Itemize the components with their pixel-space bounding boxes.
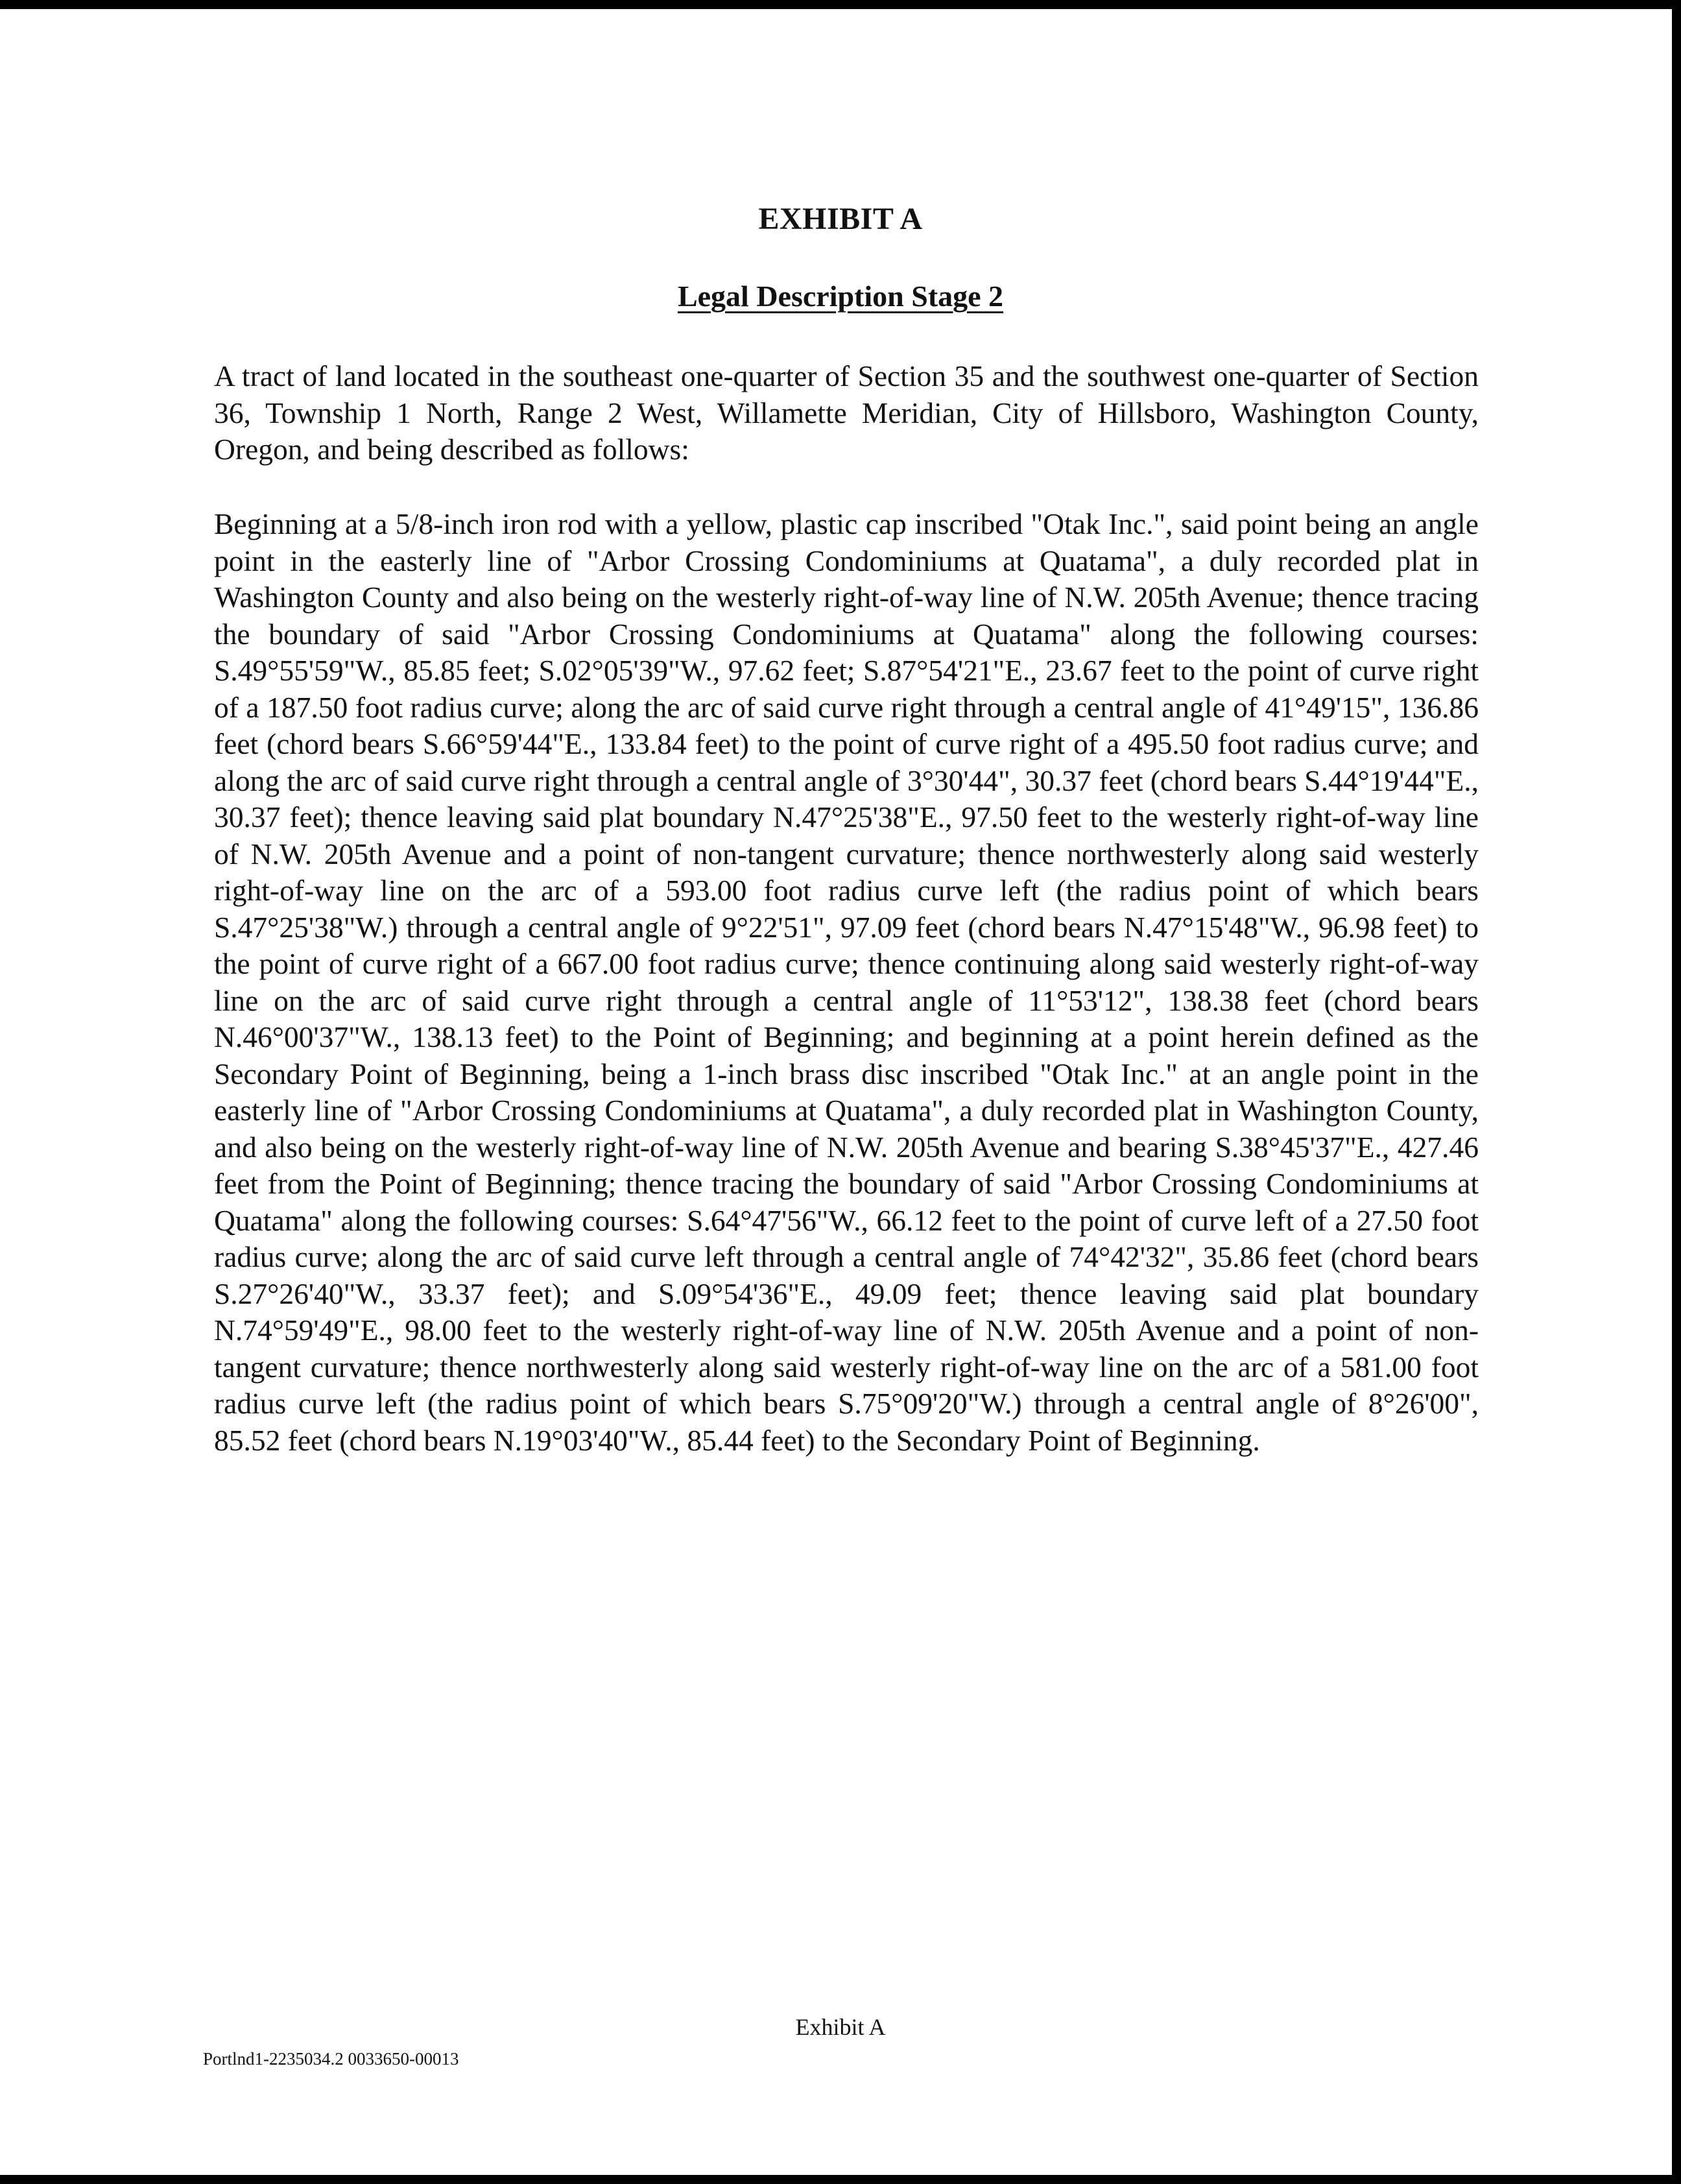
document-title: EXHIBIT A <box>758 202 923 236</box>
scan-border-right <box>1672 0 1681 2184</box>
footer-page-label: Exhibit A <box>795 2014 886 2040</box>
scan-border-top <box>0 0 1681 9</box>
description-paragraph: Beginning at a 5/8-inch iron rod with a yellow, plastic cap inscribed "Otak Inc.", said point being an angle point in the easterly line of "Arbor Crossing Condominiums at Quatama", a duly recorded plat in Washington County and also being on the westerly right-of-way line of N.W. 205th Avenue; thence tracing the boundary of said "Arbor Crossing Condominiums at Quatama" along the following courses: S.49°55'59"W., 85.85 feet; S.02°05'39"W., 97.62 feet; S.87°54'21"E., 23.67 feet to the point of curve right of a 187.50 foot radius curve; along the arc of said curve right through a central angle of 41°49'15", 136.86 feet (chord bears S.66°59'44"E., 133.84 feet) to the point of curve right of a 495.50 foot radius curve; and along the arc of said curve right through a central angle of 3°30'44", 30.37 feet (chord bears S.44°19'44"E., 30.37 feet); thence leaving said plat boundary N.47°25'38"E., 97.50 feet to the westerly right-of-way line of N.W. 205th Avenue and a point of non-tangent curvature; thence northwesterly along said westerly right-of-way line on the arc of a 593.00 foot radius curve left (the radius point of which bears S.47°25'38"W.) through a central angle of 9°22'51", 97.09 feet (chord bears N.47°15'48"W., 96.98 feet) to the point of curve right of a 667.00 foot radius curve; thence continuing along said westerly right-of-way line on the arc of said curve right through a central angle of 11°53'12", 138.38 feet (chord bears N.46°00'37"W., 138.13 feet) to the Point of Beginning; and beginning at a point herein defined as the Secondary Point of Beginning, being a 1-inch brass disc inscribed "Otak Inc." at an angle point in the easterly line of "Arbor Crossing Condominiums at Quatama", a duly recorded plat in Washington County, and also being on the westerly right-of-way line of N.W. 205th Avenue and bearing S.38°45'37"E., 427.46 feet from the Point of Beginning; thence tracing the boundary of said "Arbor Crossing Condominiums at Quatama" along the following courses: S.64°47'56"W., 66.12 feet to the point of curve left of a 27.50 foot radius curve; along the arc of said curve left through a central angle of 74°42'32", 35.86 feet (chord bears S.27°26'40"W., 33.37 feet); and S.09°54'36"E., 49.09 feet; thence leaving said plat boundary N.74°59'49"E., 98.00 feet to the westerly right-of-way line of N.W. 205th Avenue and a point of non-tangent curvature; thence northwesterly along said westerly right-of-way line on the arc of a 581.00 foot radius curve left (the radius point of which bears S.75°09'20"W.) through a central angle of 8°26'00", 85.52 feet (chord bears N.19°03'40"W., 85.44 feet) to the Secondary Point of Beginning. <box>214 507 1479 1457</box>
document-subtitle: Legal Description Stage 2 <box>677 280 1004 313</box>
intro-paragraph: A tract of land located in the southeast one-quarter of Section 35 and the southwest one-quarter of Section 36, Township 1 North, Range 2 West, Willamette Meridian, City of Hillsboro, Washington County, Oregon, and being described as follows: <box>214 359 1479 466</box>
scan-border-bottom <box>0 2175 1681 2184</box>
footer-document-id: Portlnd1-2235034.2 0033650-00013 <box>203 2049 459 2069</box>
